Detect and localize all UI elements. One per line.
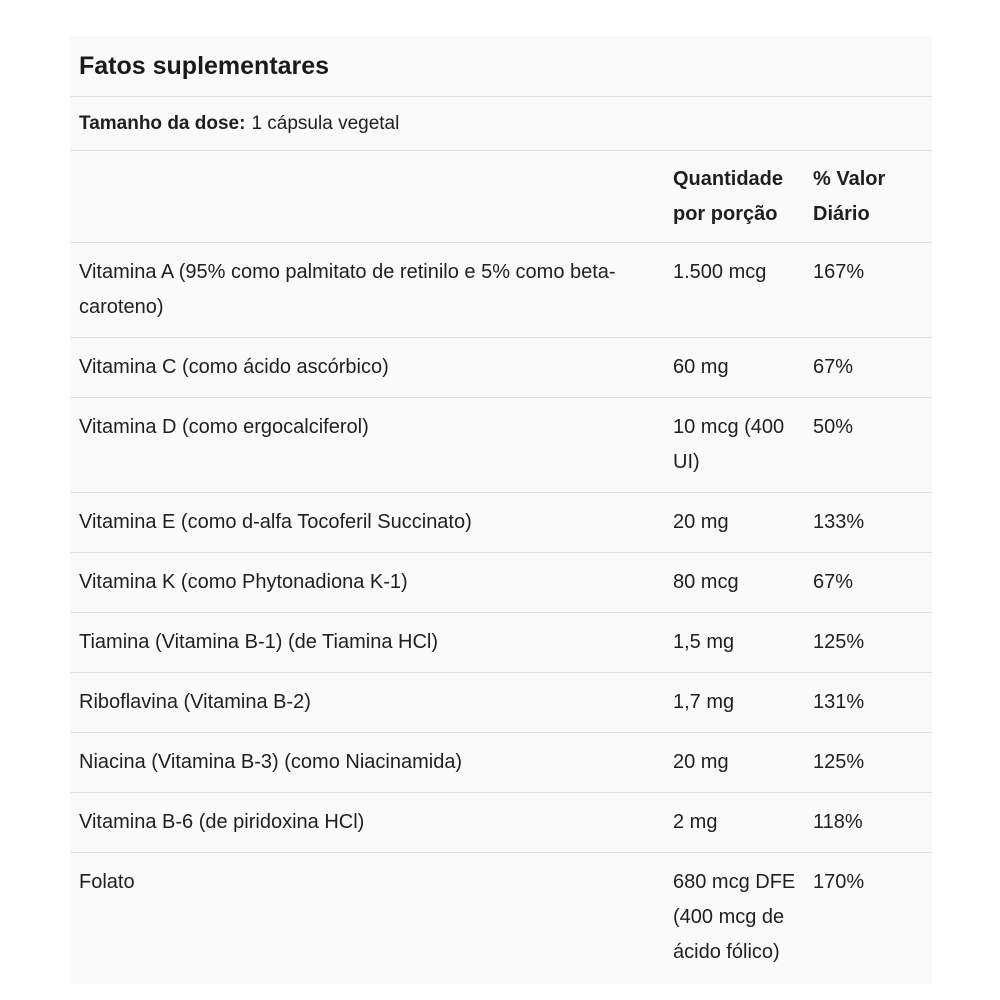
nutrient-amount: 680 mcg DFE (400 mcg de ácido fólico) bbox=[673, 871, 796, 963]
table-row bbox=[70, 613, 932, 673]
title-bar bbox=[70, 36, 932, 97]
nutrient-name: Vitamina K (como Phytonadiona K-1) bbox=[70, 553, 664, 613]
nutrient-table bbox=[70, 151, 932, 982]
supplement-facts-panel bbox=[70, 36, 932, 984]
nutrient-daily-value: 50% bbox=[805, 398, 932, 493]
header-nutrient bbox=[70, 151, 664, 243]
header-daily-value: % Valor Diário bbox=[805, 151, 932, 243]
nutrient-name: Vitamina A (95% como palmitato de retinilo e 5% como beta-caroteno) bbox=[70, 243, 664, 338]
table-row bbox=[70, 493, 932, 553]
header-amount-per-serving: Quantidade por porção bbox=[664, 151, 805, 243]
nutrient-amount: 60 mg bbox=[664, 338, 805, 398]
nutrient-daily-value: 125% bbox=[805, 733, 932, 793]
nutrient-amount: 1.500 mcg bbox=[664, 243, 805, 338]
serving-size-value: 1 cápsula vegetal bbox=[251, 112, 400, 134]
nutrient-daily-value: 125% bbox=[805, 613, 932, 673]
nutrient-name: Vitamina D (como ergocalciferol) bbox=[70, 398, 664, 493]
nutrient-amount: 1,5 mg bbox=[664, 613, 805, 673]
nutrient-name: Vitamina C (como ácido ascórbico) bbox=[70, 338, 664, 398]
nutrient-daily-value: 67% bbox=[805, 338, 932, 398]
table-header-row bbox=[70, 151, 932, 243]
table-row bbox=[70, 853, 932, 983]
table-row bbox=[70, 733, 932, 793]
table-row bbox=[70, 243, 932, 338]
nutrient-name: Folato bbox=[79, 871, 135, 893]
serving-size-label: Tamanho da dose: bbox=[79, 112, 246, 134]
nutrient-amount: 10 mcg (400 UI) bbox=[664, 398, 805, 493]
nutrient-daily-value: 118% bbox=[805, 793, 932, 853]
table-row bbox=[70, 553, 932, 613]
nutrient-daily-value: 67% bbox=[805, 553, 932, 613]
nutrient-daily-value: 167% bbox=[805, 243, 932, 338]
table-row bbox=[70, 673, 932, 733]
panel-title: Fatos suplementares bbox=[79, 51, 330, 80]
nutrient-name: Tiamina (Vitamina B-1) (de Tiamina HCl) bbox=[70, 613, 664, 673]
nutrient-amount: 2 mg bbox=[664, 793, 805, 853]
nutrient-name: Niacina (Vitamina B-3) (como Niacinamida) bbox=[70, 733, 664, 793]
table-row bbox=[70, 398, 932, 493]
nutrient-daily-value: 131% bbox=[805, 673, 932, 733]
nutrient-daily-value: 170% bbox=[813, 871, 865, 893]
nutrient-amount: 20 mg bbox=[664, 733, 805, 793]
nutrient-amount: 80 mcg bbox=[664, 553, 805, 613]
table-row bbox=[70, 338, 932, 398]
table-row bbox=[70, 793, 932, 853]
nutrient-name: Riboflavina (Vitamina B-2) bbox=[70, 673, 664, 733]
nutrient-amount: 20 mg bbox=[664, 493, 805, 553]
serving-size bbox=[70, 97, 932, 151]
nutrient-name: Vitamina B-6 (de piridoxina HCl) bbox=[70, 793, 664, 853]
nutrient-amount: 1,7 mg bbox=[664, 673, 805, 733]
nutrient-daily-value: 133% bbox=[805, 493, 932, 553]
nutrient-name: Vitamina E (como d-alfa Tocoferil Succinato) bbox=[70, 493, 664, 553]
